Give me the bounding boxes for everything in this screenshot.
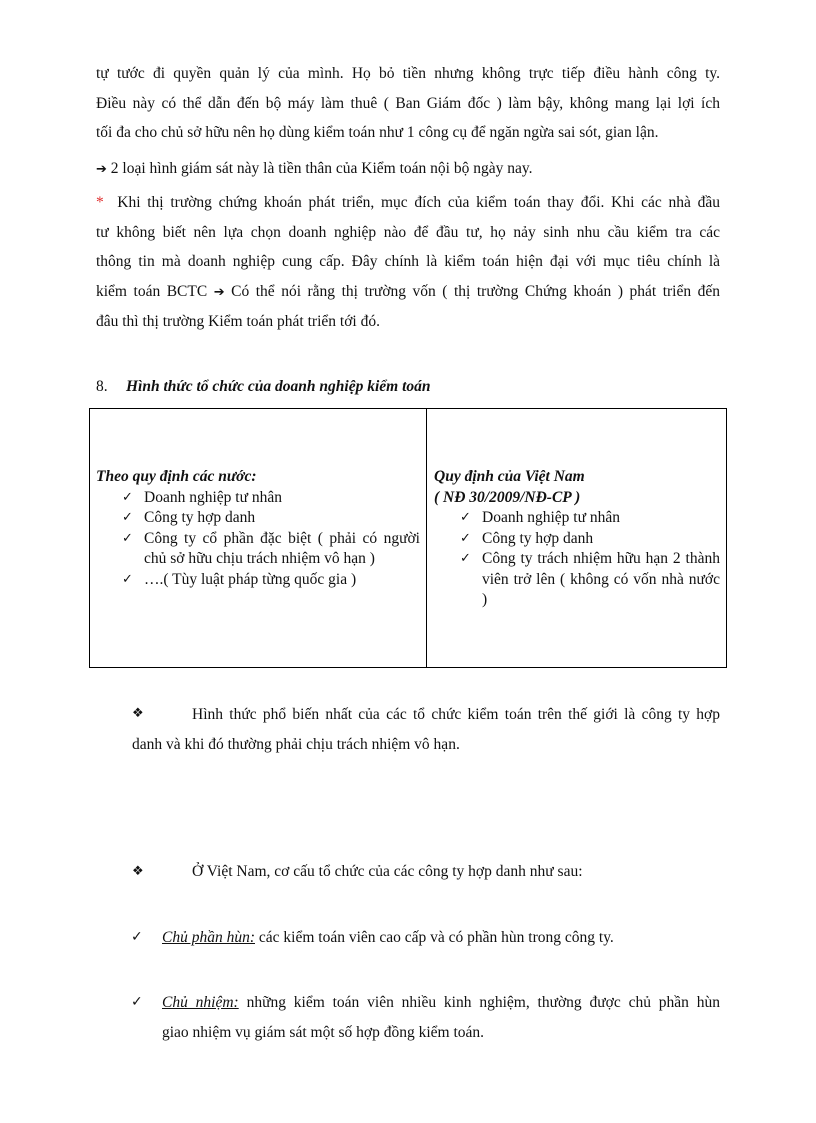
cell-subtitle: ( NĐ 30/2009/NĐ-CP ) [434,488,581,506]
role-term: Chủ nhiệm: [162,994,239,1011]
list [434,508,720,611]
section-number: 8. [96,378,108,395]
checkmark-icon: ✓ [131,929,143,945]
list-item-text: Công ty trách nhiệm hữu hạn 2 thành viên trở lên ( không có vốn nhà nước ) [482,550,720,608]
bullet-paragraph [192,857,720,887]
conclusion-text: 2 loại hình giám sát này là tiền thân của Kiểm toán nội bộ ngày nay. [110,160,533,177]
paragraph-line-text: Khi thị trường chứng khoán phát triển, mục đích của kiểm toán thay đổi. Khi các nhà đầu [117,194,721,211]
comparison-table [89,408,727,668]
bullet-paragraph [132,700,720,759]
checkmark-icon: ✓ [122,489,133,505]
paragraph-line-text: Có thể nói rằng thị trường vốn ( thị trường Chứng khoán ) phát triển đến [231,282,721,300]
paragraph-line-text: kiểm toán BCTC [96,282,208,300]
checkmark-icon: ✓ [122,571,133,587]
cell-title: Quy định của Việt Nam [434,468,585,485]
checkmark-icon: ✓ [460,551,471,566]
table-cell-international [96,467,420,590]
role-term: Chủ phần hùn: [162,929,255,946]
list-item [434,529,720,550]
paragraph-line: tối đa cho chủ sở hữu nên họ dùng kiểm toán như 1 công cụ để ngăn ngừa sai sót, gian lận. [96,124,659,141]
role-description: những kiểm toán viên nhiều kinh nghiệm, thường được chủ phần hùn [246,994,721,1011]
conclusion-line [96,154,720,185]
section-title: Hình thức tổ chức của doanh nghiệp kiểm toán [126,378,431,395]
paragraph-line: thông tin mà doanh nghiệp cung cấp. Đây chính là kiểm toán hiện đại với mục tiêu chính là [96,253,720,270]
list-item [96,488,420,509]
paragraph-line [96,188,720,218]
diamond-bullet-icon: ❖ [132,864,144,879]
checkmark-icon: ✓ [460,530,471,546]
paragraph-line: Điều này có thể dẫn đến bộ máy làm thuê ( Ban Giám đốc ) làm bậy, không mang lại lợi ích [96,94,720,112]
paragraph-line [162,988,720,1018]
list-item-text: Công ty hợp danh [482,529,594,547]
list-item-text: Doanh nghiệp tư nhân [144,488,282,506]
checkmark-icon: ✓ [460,510,471,525]
table-cell-vietnam [434,467,720,611]
list-item-text: Doanh nghiệp tư nhân [482,509,620,526]
asterisk-icon: * [96,194,104,211]
paragraph-line: giao nhiệm vụ giám sát một số hợp đồng kiểm toán. [162,1023,485,1041]
paragraph-line: đâu thì thị trường Kiểm toán phát triển tới đó. [96,313,380,330]
list-item [96,529,420,570]
paragraph-line: danh và khi đó thường phải chịu trách nhiệm vô hạn. [132,735,460,753]
paragraph-line [96,277,720,308]
paragraph-line: Ở Việt Nam, cơ cấu tổ chức của các công ty hợp danh như sau: [192,863,583,880]
cell-title: Theo quy định các nước: [96,468,257,485]
list-item [434,549,720,611]
section-heading [96,378,431,396]
paragraph-line: tự tước đi quyền quản lý của mình. Họ bỏ tiền nhưng không trực tiếp điều hành công ty. [96,65,720,82]
list-item-text: Công ty cổ phần đặc biệt ( phải có người chủ sở hữu chịu trách nhiệm vô hạn ) [144,529,420,567]
diamond-bullet-icon: ❖ [132,706,144,721]
role-description: các kiểm toán viên cao cấp và có phần hùn trong công ty. [258,929,614,946]
paragraph-line: Hình thức phổ biến nhất của các tổ chức kiểm toán trên thế giới là công ty hợp [192,706,720,723]
paragraph-ownership [96,59,720,148]
arrow-right-icon: ➔ [96,162,107,177]
list-item [96,570,420,591]
role-item [162,988,720,1047]
role-item [162,923,720,953]
list [96,488,420,591]
list-item-text: ….( Tùy luật pháp từng quốc gia ) [144,570,357,588]
checkmark-icon: ✓ [122,530,133,546]
paragraph-line: tư không biết nên lựa chọn doanh nghiệp nào để đầu tư, họ nảy sinh nhu cầu kiểm tra các [96,223,720,241]
list-item [96,508,420,529]
checkmark-icon: ✓ [122,510,133,525]
table-divider [426,409,427,667]
list-item [434,508,720,529]
checkmark-icon: ✓ [131,994,143,1010]
arrow-right-icon: ➔ [213,284,225,300]
list-item-text: Công ty hợp danh [144,509,256,526]
paragraph-stock-market [96,188,720,337]
